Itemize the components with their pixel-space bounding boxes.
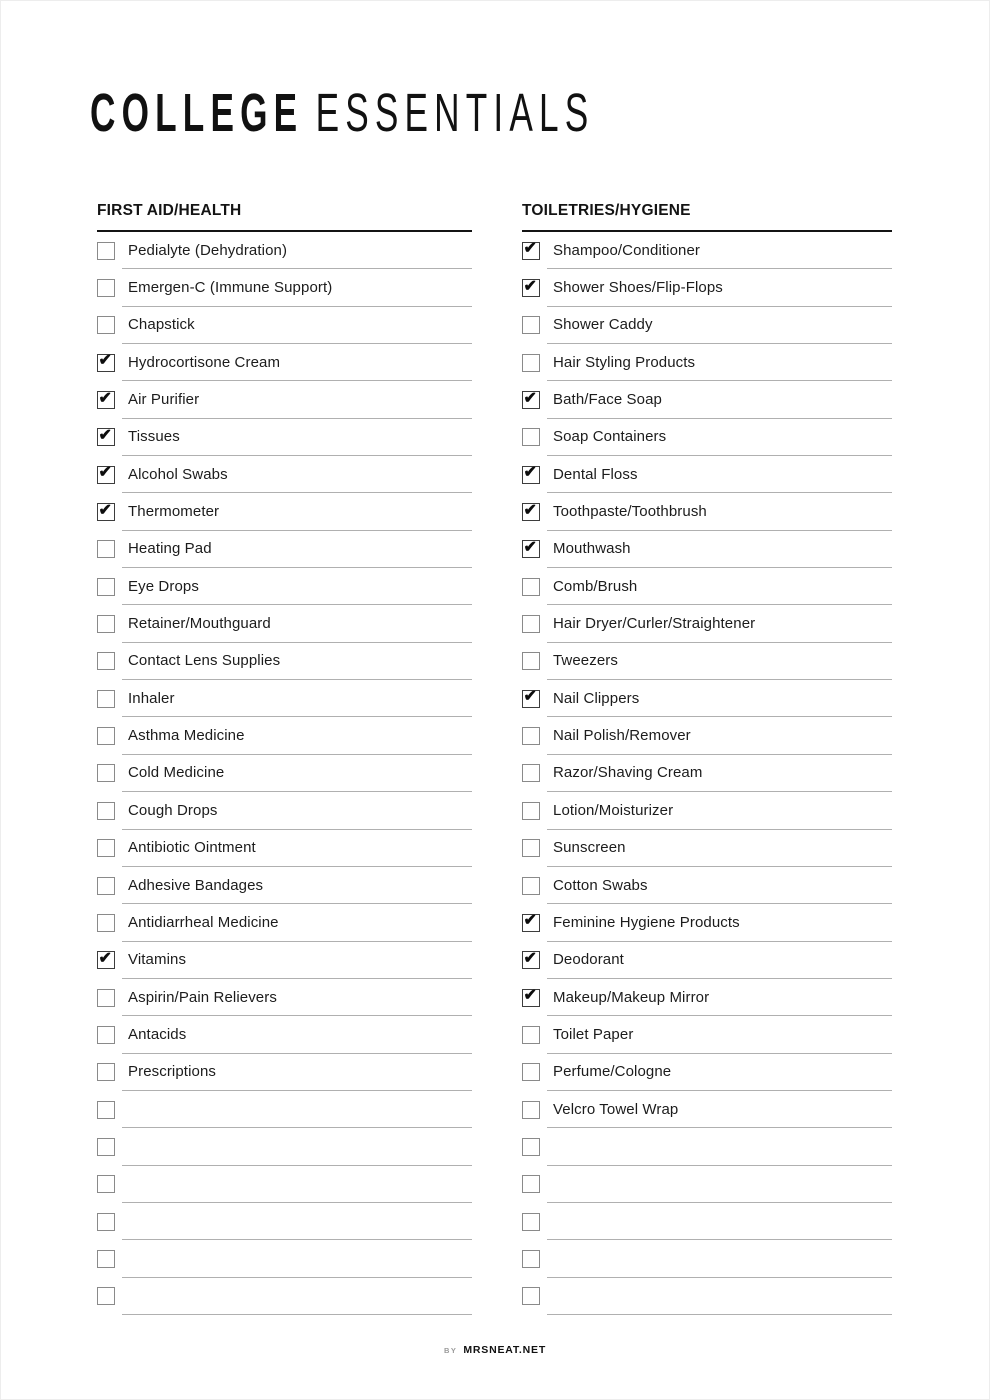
check-icon: ✔: [523, 912, 537, 930]
checkbox-unchecked[interactable]: [97, 615, 115, 633]
checkbox-unchecked[interactable]: [522, 1101, 540, 1119]
check-icon: ✔: [98, 389, 112, 407]
checklist-item-label: Vitamins: [122, 942, 472, 979]
checkbox-unchecked[interactable]: [97, 877, 115, 895]
checklist-row: [522, 419, 892, 456]
footer-brand: MRSNEAT.NET: [463, 1344, 547, 1356]
checklist-row: [522, 717, 892, 754]
checklist-item-label: Perfume/Cologne: [547, 1054, 892, 1091]
blank-checklist-row: [97, 1203, 472, 1240]
checkbox-checked[interactable]: [522, 466, 540, 484]
checkbox-unchecked[interactable]: [97, 727, 115, 745]
checklist-row: [97, 381, 472, 418]
checklist-row: [97, 605, 472, 642]
checklist-row: [97, 493, 472, 530]
checkbox-unchecked[interactable]: [97, 802, 115, 820]
checkbox-unchecked[interactable]: [97, 1213, 115, 1231]
check-icon: ✔: [98, 426, 112, 444]
checkbox-unchecked[interactable]: [97, 1101, 115, 1119]
checkbox-unchecked[interactable]: [522, 1213, 540, 1231]
checklist-row: [97, 792, 472, 829]
checkbox-unchecked[interactable]: [97, 540, 115, 558]
checklist-item-label: Asthma Medicine: [122, 717, 472, 754]
checkbox-unchecked[interactable]: [522, 578, 540, 596]
checkbox-checked[interactable]: [97, 466, 115, 484]
checklist-item-label: Dental Floss: [547, 456, 892, 493]
checklist-item-label: Razor/Shaving Cream: [547, 755, 892, 792]
checklist-row: [97, 531, 472, 568]
checklist-row: [522, 830, 892, 867]
checklist-item-label: Air Purifier: [122, 381, 472, 418]
blank-checklist-row: [97, 1091, 472, 1128]
checklist-item-label: Heating Pad: [122, 531, 472, 568]
checkbox-unchecked[interactable]: [97, 279, 115, 297]
blank-line: [547, 1240, 892, 1277]
checklist-item-label: Tweezers: [547, 643, 892, 680]
checkbox-unchecked[interactable]: [522, 764, 540, 782]
checklist-item-label: Antacids: [122, 1016, 472, 1053]
checkbox-checked[interactable]: [97, 391, 115, 409]
blank-line: [547, 1203, 892, 1240]
checkbox-checked[interactable]: [97, 428, 115, 446]
checklist-columns: [97, 202, 892, 1315]
checklist-item-label: Emergen-C (Immune Support): [122, 269, 472, 306]
checkbox-checked[interactable]: [522, 503, 540, 521]
checklist-row: [522, 942, 892, 979]
blank-checklist-row: [97, 1240, 472, 1277]
check-icon: ✔: [98, 949, 112, 967]
checkbox-unchecked[interactable]: [522, 1026, 540, 1044]
checkbox-checked[interactable]: [522, 279, 540, 297]
checkbox-unchecked[interactable]: [97, 1063, 115, 1081]
checklist-row: [522, 269, 892, 306]
checkbox-checked[interactable]: [522, 989, 540, 1007]
checklist-item-label: Thermometer: [122, 493, 472, 530]
check-icon: ✔: [523, 949, 537, 967]
blank-line: [122, 1240, 472, 1277]
check-icon: ✔: [523, 987, 537, 1005]
checklist-row: [522, 568, 892, 605]
checklist-row: [522, 1016, 892, 1053]
blank-line: [547, 1278, 892, 1315]
checkbox-unchecked[interactable]: [97, 989, 115, 1007]
checkbox-checked[interactable]: [97, 503, 115, 521]
checkbox-unchecked[interactable]: [522, 1175, 540, 1193]
checklist-row: [97, 456, 472, 493]
check-icon: ✔: [523, 464, 537, 482]
checklist-row: [522, 307, 892, 344]
checkbox-unchecked[interactable]: [97, 1026, 115, 1044]
checklist-item-label: Soap Containers: [547, 419, 892, 456]
checklist-item-label: Lotion/Moisturizer: [547, 792, 892, 829]
checklist-row: [522, 1091, 892, 1128]
checklist-row: [97, 1016, 472, 1053]
checkbox-unchecked[interactable]: [97, 1250, 115, 1268]
checklist-row: [97, 232, 472, 269]
checklist-item-label: Eye Drops: [122, 568, 472, 605]
blank-line: [122, 1091, 472, 1128]
checklist-item-label: Cold Medicine: [122, 755, 472, 792]
checklist-row: [97, 867, 472, 904]
checkbox-unchecked[interactable]: [97, 690, 115, 708]
checklist-item-label: Mouthwash: [547, 531, 892, 568]
checklist-item-label: Shower Shoes/Flip-Flops: [547, 269, 892, 306]
checkbox-unchecked[interactable]: [97, 914, 115, 932]
checklist-row: [522, 232, 892, 269]
checkbox-unchecked[interactable]: [97, 242, 115, 260]
checklist-item-label: Antidiarrheal Medicine: [122, 904, 472, 941]
checklist-row: [97, 307, 472, 344]
checklist-item-label: Shampoo/Conditioner: [547, 232, 892, 269]
checkbox-unchecked[interactable]: [97, 1175, 115, 1193]
checklist-item-label: Antibiotic Ointment: [122, 830, 472, 867]
checklist-item-label: Deodorant: [547, 942, 892, 979]
checkbox-unchecked[interactable]: [522, 1138, 540, 1156]
section-header-first-aid-health: FIRST AID/HEALTH: [97, 202, 472, 232]
checkbox-unchecked[interactable]: [522, 1287, 540, 1305]
checklist-item-label: Makeup/Makeup Mirror: [547, 979, 892, 1016]
page-title-primary: COLLEGE: [90, 84, 304, 143]
checklist-row: [522, 344, 892, 381]
checklist-item-label: Velcro Towel Wrap: [547, 1091, 892, 1128]
checklist-item-label: Chapstick: [122, 307, 472, 344]
checklist-row: [97, 269, 472, 306]
checkbox-checked[interactable]: [97, 354, 115, 372]
checklist-row: [522, 680, 892, 717]
checklist-row: [522, 904, 892, 941]
section-header-toiletries-hygiene: TOILETRIES/HYGIENE: [522, 202, 892, 232]
checklist-item-label: Tissues: [122, 419, 472, 456]
blank-checklist-row: [522, 1278, 892, 1315]
checklist-item-label: Hydrocortisone Cream: [122, 344, 472, 381]
checkbox-unchecked[interactable]: [522, 354, 540, 372]
checklist-item-label: Adhesive Bandages: [122, 867, 472, 904]
checklist-row: [522, 867, 892, 904]
checkbox-checked[interactable]: [522, 242, 540, 260]
checklist-row: [97, 979, 472, 1016]
blank-line: [122, 1278, 472, 1315]
blank-line: [122, 1128, 472, 1165]
blank-checklist-row: [97, 1166, 472, 1203]
checklist-row: [97, 942, 472, 979]
checkbox-unchecked[interactable]: [97, 839, 115, 857]
check-icon: ✔: [523, 538, 537, 556]
checkbox-checked[interactable]: [522, 690, 540, 708]
first-aid-health-rows: [97, 232, 472, 1315]
checkbox-unchecked[interactable]: [97, 578, 115, 596]
blank-checklist-row: [522, 1128, 892, 1165]
checklist-row: [97, 680, 472, 717]
checklist-item-label: Shower Caddy: [547, 307, 892, 344]
checklist-row: [522, 755, 892, 792]
section-first-aid-health: [97, 202, 472, 1315]
checkbox-checked[interactable]: [522, 391, 540, 409]
checklist-item-label: Contact Lens Supplies: [122, 643, 472, 680]
checkbox-unchecked[interactable]: [522, 316, 540, 334]
checklist-row: [97, 1054, 472, 1091]
checkbox-checked[interactable]: [522, 951, 540, 969]
checklist-row: [522, 531, 892, 568]
check-icon: ✔: [98, 352, 112, 370]
checkbox-unchecked[interactable]: [522, 615, 540, 633]
checkbox-checked[interactable]: [522, 914, 540, 932]
check-icon: ✔: [98, 464, 112, 482]
check-icon: ✔: [523, 277, 537, 295]
checklist-row: [97, 904, 472, 941]
check-icon: ✔: [523, 240, 537, 258]
checklist-row: [522, 381, 892, 418]
checkbox-unchecked[interactable]: [97, 316, 115, 334]
checklist-row: [97, 755, 472, 792]
checklist-item-label: Retainer/Mouthguard: [122, 605, 472, 642]
checklist-row: [522, 979, 892, 1016]
blank-checklist-row: [522, 1203, 892, 1240]
checklist-row: [522, 456, 892, 493]
checkbox-unchecked[interactable]: [522, 1250, 540, 1268]
checklist-item-label: Feminine Hygiene Products: [547, 904, 892, 941]
check-icon: ✔: [523, 389, 537, 407]
checklist-item-label: Pedialyte (Dehydration): [122, 232, 472, 269]
checklist-item-label: Aspirin/Pain Relievers: [122, 979, 472, 1016]
checkbox-checked[interactable]: [97, 951, 115, 969]
blank-checklist-row: [97, 1278, 472, 1315]
checklist-item-label: Bath/Face Soap: [547, 381, 892, 418]
page-title: [90, 84, 594, 144]
checkbox-unchecked[interactable]: [522, 802, 540, 820]
blank-checklist-row: [97, 1128, 472, 1165]
checkbox-unchecked[interactable]: [97, 652, 115, 670]
checklist-row: [97, 344, 472, 381]
checkbox-unchecked[interactable]: [522, 877, 540, 895]
check-icon: ✔: [523, 688, 537, 706]
checklist-item-label: Prescriptions: [122, 1054, 472, 1091]
blank-checklist-row: [522, 1240, 892, 1277]
checkbox-unchecked[interactable]: [522, 428, 540, 446]
checklist-item-label: Nail Clippers: [547, 680, 892, 717]
checklist-row: [522, 605, 892, 642]
checklist-item-label: Cotton Swabs: [547, 867, 892, 904]
checklist-item-label: Sunscreen: [547, 830, 892, 867]
checklist-row: [97, 717, 472, 754]
check-icon: ✔: [523, 501, 537, 519]
checklist-item-label: Toilet Paper: [547, 1016, 892, 1053]
blank-line: [122, 1166, 472, 1203]
checklist-row: [522, 643, 892, 680]
checkbox-unchecked[interactable]: [522, 839, 540, 857]
checklist-item-label: Hair Styling Products: [547, 344, 892, 381]
checkbox-unchecked[interactable]: [97, 1138, 115, 1156]
checklist-row: [97, 643, 472, 680]
page-title-secondary: ESSENTIALS: [315, 84, 595, 143]
checkbox-unchecked[interactable]: [97, 1287, 115, 1305]
section-toiletries-hygiene: [522, 202, 892, 1315]
checklist-item-label: Nail Polish/Remover: [547, 717, 892, 754]
footer-by-label: BY: [443, 1346, 458, 1355]
check-icon: ✔: [98, 501, 112, 519]
checklist-row: [97, 830, 472, 867]
footer-credit: [0, 1340, 990, 1358]
blank-checklist-row: [522, 1166, 892, 1203]
checklist-item-label: Hair Dryer/Curler/Straightener: [547, 605, 892, 642]
checkbox-unchecked[interactable]: [522, 727, 540, 745]
checklist-item-label: Cough Drops: [122, 792, 472, 829]
checklist-row: [522, 1054, 892, 1091]
checklist-item-label: Toothpaste/Toothbrush: [547, 493, 892, 530]
checklist-row: [522, 493, 892, 530]
checkbox-unchecked[interactable]: [97, 764, 115, 782]
checklist-row: [97, 419, 472, 456]
checklist-row: [97, 568, 472, 605]
checklist-row: [522, 792, 892, 829]
blank-line: [547, 1128, 892, 1165]
checklist-item-label: Inhaler: [122, 680, 472, 717]
checkbox-unchecked[interactable]: [522, 652, 540, 670]
checkbox-unchecked[interactable]: [522, 1063, 540, 1081]
checklist-item-label: Alcohol Swabs: [122, 456, 472, 493]
checklist-item-label: Comb/Brush: [547, 568, 892, 605]
toiletries-hygiene-rows: [522, 232, 892, 1315]
checkbox-checked[interactable]: [522, 540, 540, 558]
blank-line: [547, 1166, 892, 1203]
blank-line: [122, 1203, 472, 1240]
